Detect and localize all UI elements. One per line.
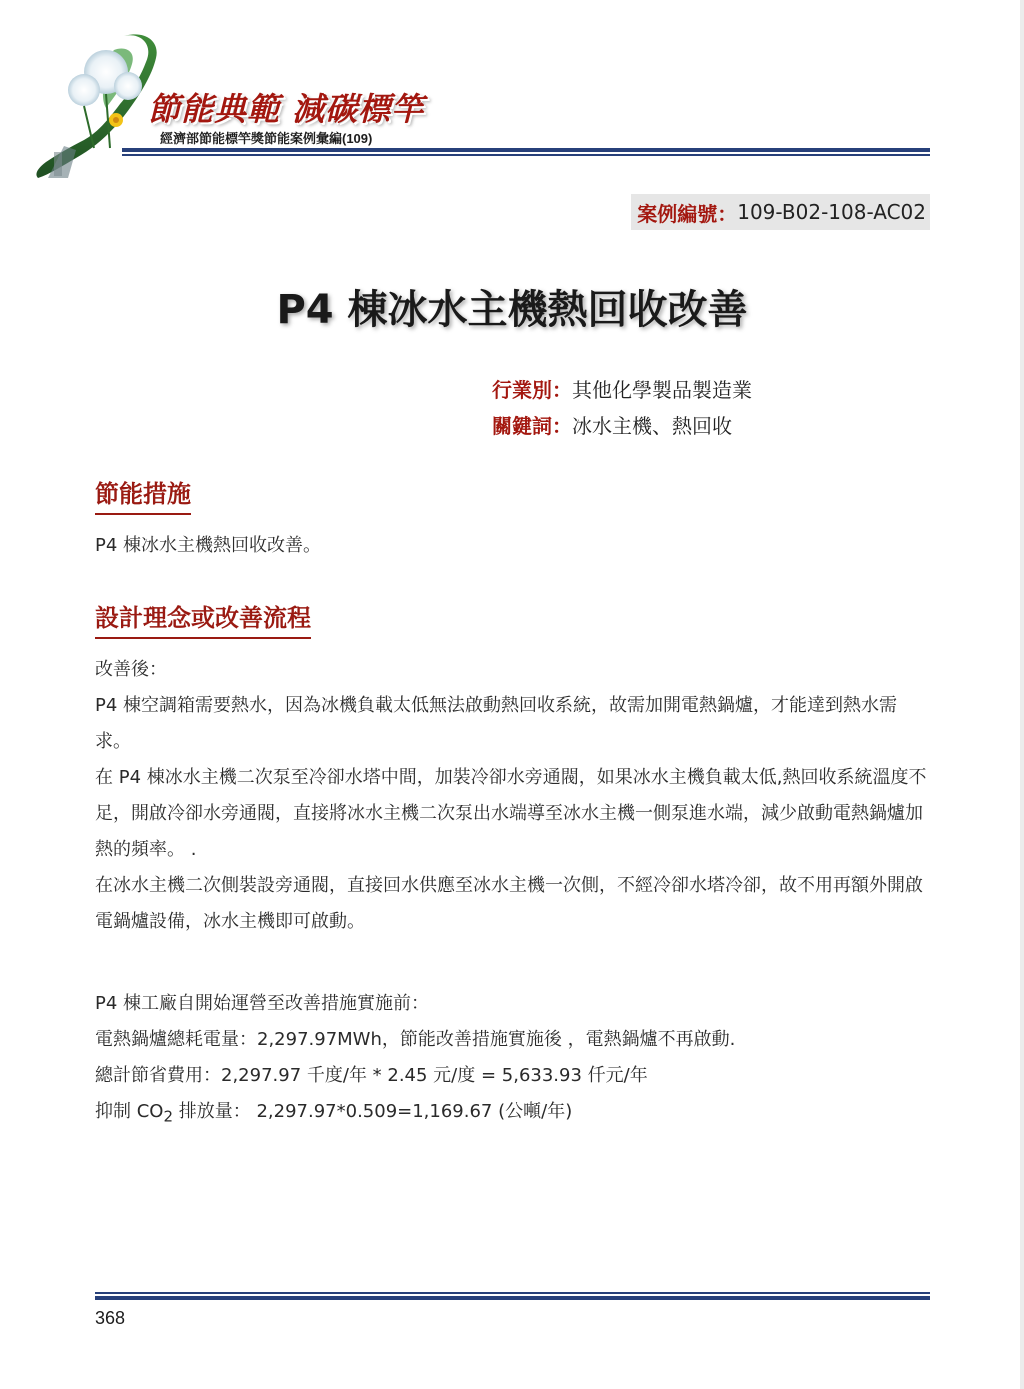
section-heading-design: 設計理念或改善流程: [95, 598, 311, 639]
page-edge: [1020, 0, 1024, 1389]
co2-subscript: 2: [163, 1107, 174, 1126]
co2-suffix: 排放量： 2,297.97*0.509=1,169.67 (公噸/年): [173, 1101, 573, 1122]
footer-rule: [95, 1296, 930, 1300]
header-rule: [122, 148, 930, 152]
section-heading-measures: 節能措施: [95, 474, 191, 515]
case-number-value: 109-B02-108-AC02: [737, 200, 926, 224]
summary-line-4: [95, 1094, 931, 1135]
footer-rule-thin: [95, 1292, 930, 1294]
industry-value: 其他化學製品製造業: [572, 378, 752, 402]
industry-label: 行業別：: [492, 378, 572, 402]
keywords-label: 關鍵詞：: [492, 414, 572, 438]
summary-line-2: 電熱鍋爐總耗電量：2,297.97MWh，節能改善措施實施後 ，電熱鍋爐不再啟動.: [95, 1029, 736, 1050]
design-paragraph-3: 在冰水主機二次側裝設旁通閥，直接回水供應至冰水主機一次側，不經冷卻水塔冷卻，故不用再額外開啟電鍋爐設備，冰水主機即可啟動。: [95, 875, 923, 932]
design-body: [95, 652, 931, 940]
brand-title: 節能典範 減碳標竿: [148, 90, 425, 128]
industry-row: [492, 372, 752, 408]
header-rule-thin: [122, 154, 930, 156]
case-number-label: 案例編號：: [637, 201, 738, 226]
keywords-row: [492, 408, 752, 444]
keywords-value: 冰水主機、熱回收: [572, 414, 732, 438]
design-paragraph-1: P4 棟空調箱需要熱水，因為冰機負載太低無法啟動熱回收系統，故需加開電熱鍋爐，才能達到熱水需求。: [95, 695, 898, 752]
summary-line-3: 總計節省費用：2,297.97 千度/年 * 2.45 元/度 = 5,633.93 仟元/年: [95, 1065, 648, 1086]
page-title: P4 棟冰水主機熱回收改善: [276, 287, 748, 333]
brand-subtitle: 經濟部節能標竿獎節能案例彙編(109): [160, 131, 373, 146]
savings-summary: [95, 986, 931, 1135]
after-label: 改善後：: [95, 659, 167, 680]
case-number-badge: [631, 194, 930, 230]
case-meta: [492, 372, 752, 444]
design-paragraph-2: 在 P4 棟冰水主機二次泵至冷卻水塔中間，加裝冷卻水旁通閥，如果冰水主機負載太低,熱回收系統溫度不足，開啟冷卻水旁通閥，直接將冰水主機二次泵出水端導至冰水主機一側泵進水端，減少啟動電熱鍋爐加熱的頻率。 .: [95, 767, 927, 860]
measures-text: P4 棟冰水主機熱回收改善。: [95, 535, 322, 556]
taiwan-dandelion-logo: [28, 28, 168, 180]
page-number: 368: [95, 1308, 126, 1328]
co2-prefix: 抑制 CO: [95, 1101, 164, 1122]
summary-line-1: P4 棟工廠自開始運營至改善措施實施前：: [95, 993, 430, 1014]
